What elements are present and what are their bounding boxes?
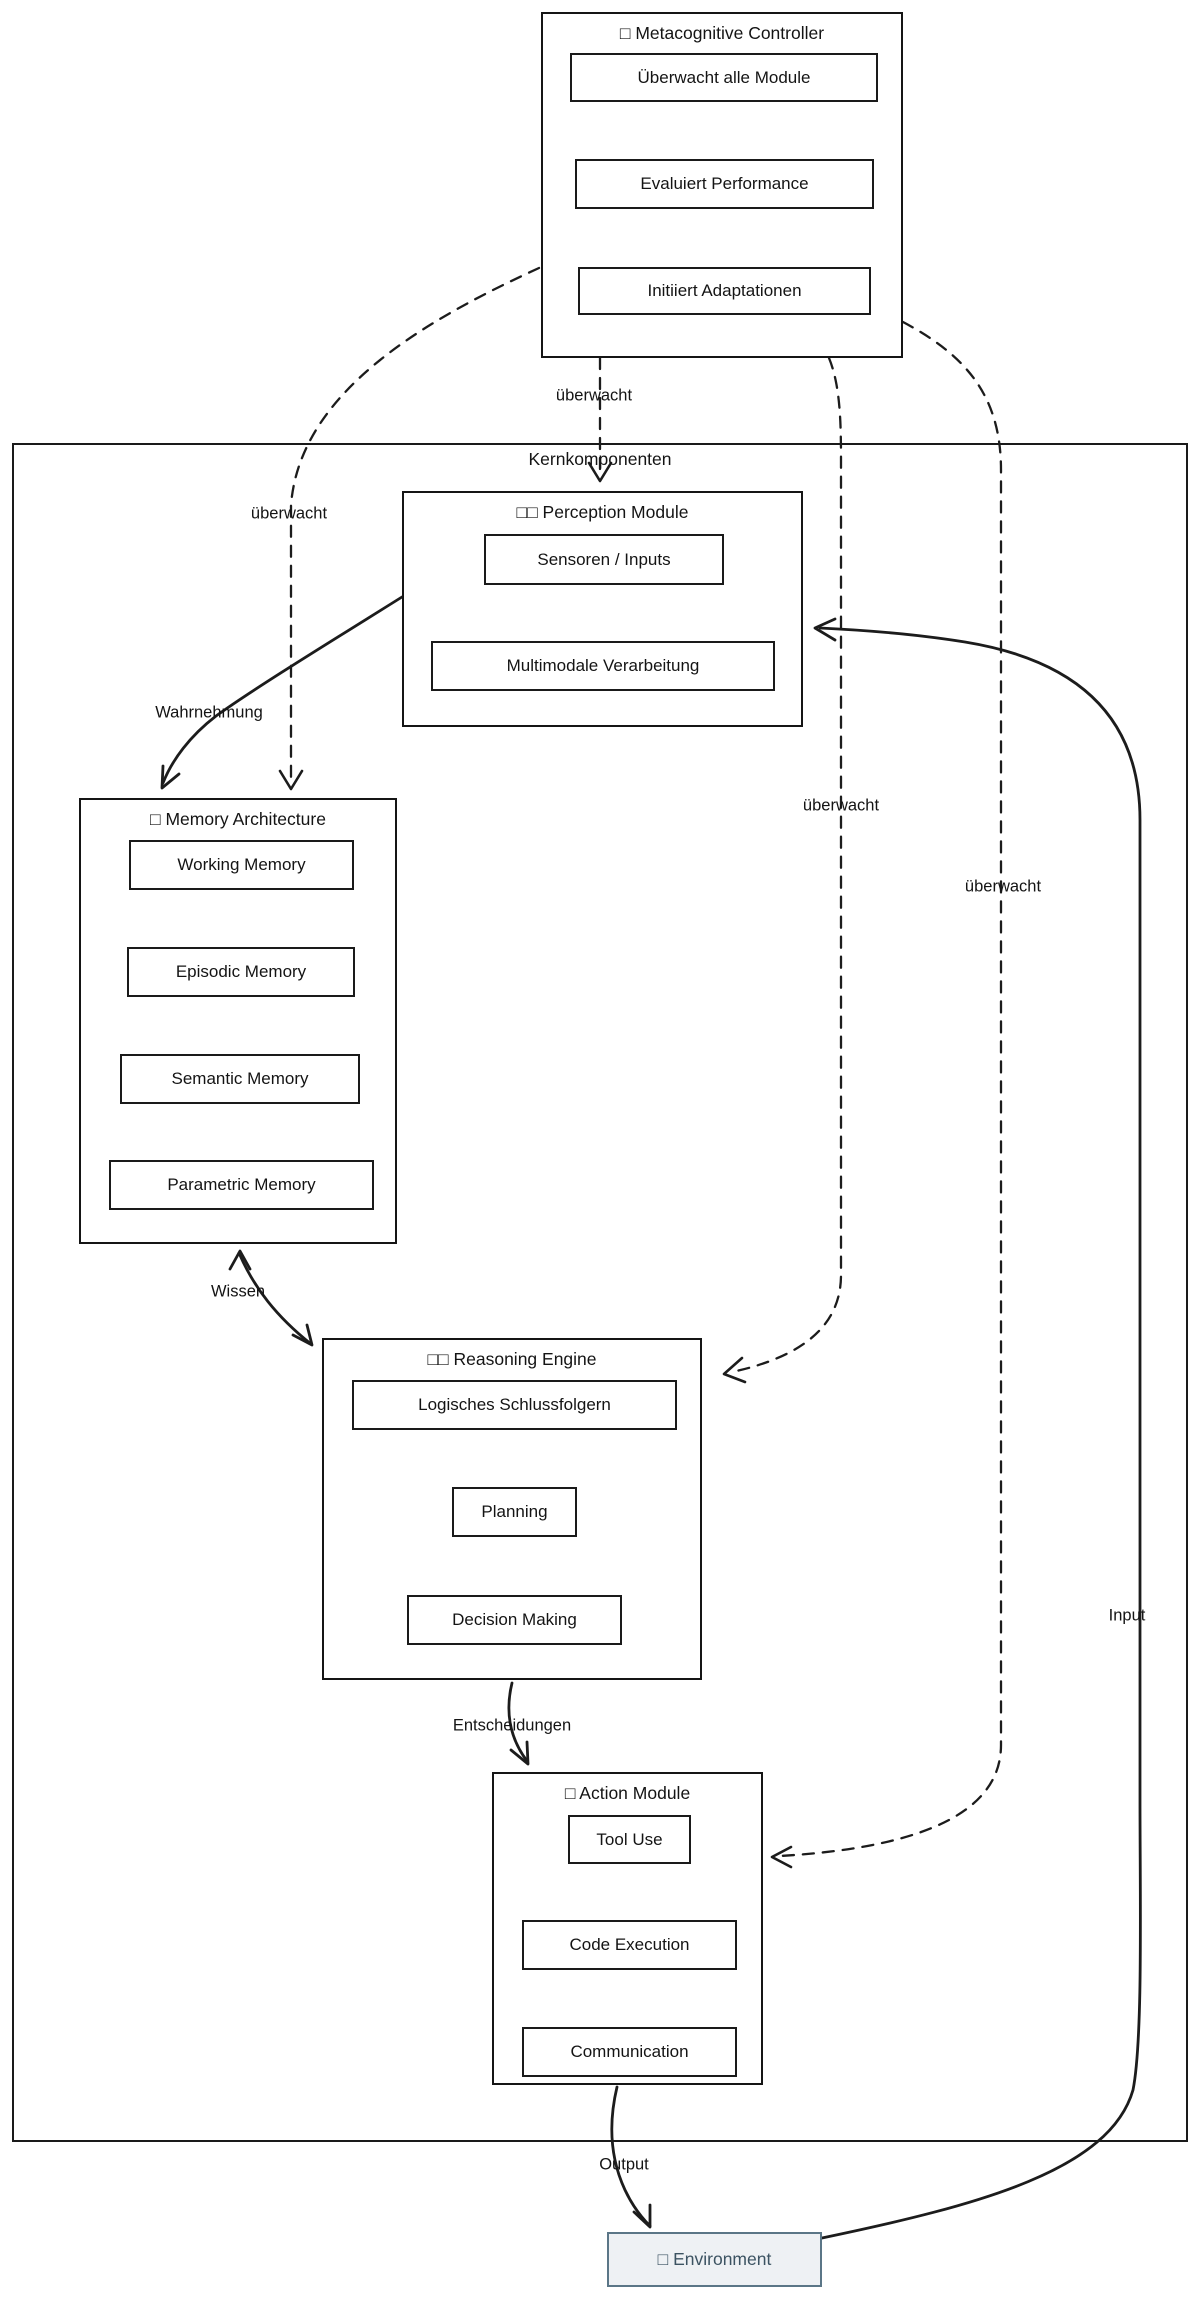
memory-architecture-title: □ Memory Architecture xyxy=(150,809,326,829)
edge-label-ueberwacht-perception: überwacht xyxy=(555,386,633,405)
environment-node: □ Environment xyxy=(607,2232,822,2287)
edge-wahrnehmung xyxy=(163,597,402,783)
action-module-title: □ Action Module xyxy=(564,1783,691,1803)
edge-label-input: Input xyxy=(1108,1606,1146,1625)
node-item: Planning xyxy=(452,1487,577,1537)
node-item: Decision Making xyxy=(407,1595,622,1645)
reasoning-engine-node xyxy=(322,1338,702,1680)
edge-ueberwacht-action xyxy=(780,322,1001,1856)
node-item: Semantic Memory xyxy=(120,1054,360,1104)
edge-label-wissen: Wissen xyxy=(210,1282,266,1301)
edge-label-entscheidungen: Entscheidungen xyxy=(452,1716,572,1735)
metacognitive-controller-node xyxy=(541,12,903,358)
action-module-node xyxy=(492,1772,763,2085)
node-item: Initiiert Adaptationen xyxy=(578,267,871,315)
node-item: Tool Use xyxy=(568,1815,691,1864)
perception-module-node xyxy=(402,491,803,727)
edge-label-output: Output xyxy=(599,2155,649,2174)
perception-module-title: □□ Perception Module xyxy=(516,502,689,522)
edge-label-ueberwacht-reasoning: überwacht xyxy=(802,796,880,815)
node-item: Sensoren / Inputs xyxy=(484,534,724,585)
node-item: Episodic Memory xyxy=(127,947,355,997)
reasoning-engine-title: □□ Reasoning Engine xyxy=(427,1349,597,1369)
edge-label-ueberwacht-memory: überwacht xyxy=(250,504,328,523)
node-item: Multimodale Verarbeitung xyxy=(431,641,775,691)
node-item: Code Execution xyxy=(522,1920,737,1970)
node-item: Working Memory xyxy=(129,840,354,890)
node-item: Überwacht alle Module xyxy=(570,53,878,102)
edge-label-wahrnehmung: Wahrnehmung xyxy=(155,703,263,722)
node-item: Parametric Memory xyxy=(109,1160,374,1210)
edge-label-ueberwacht-action: überwacht xyxy=(964,877,1042,896)
memory-architecture-node xyxy=(79,798,397,1244)
edge-input xyxy=(820,628,1140,2238)
kernkomponenten-label: Kernkomponenten xyxy=(528,449,672,469)
node-item: Communication xyxy=(522,2027,737,2077)
node-item: Logisches Schlussfolgern xyxy=(352,1380,677,1430)
metacognitive-controller-title: □ Metacognitive Controller xyxy=(619,23,825,43)
node-item: Evaluiert Performance xyxy=(575,159,874,209)
